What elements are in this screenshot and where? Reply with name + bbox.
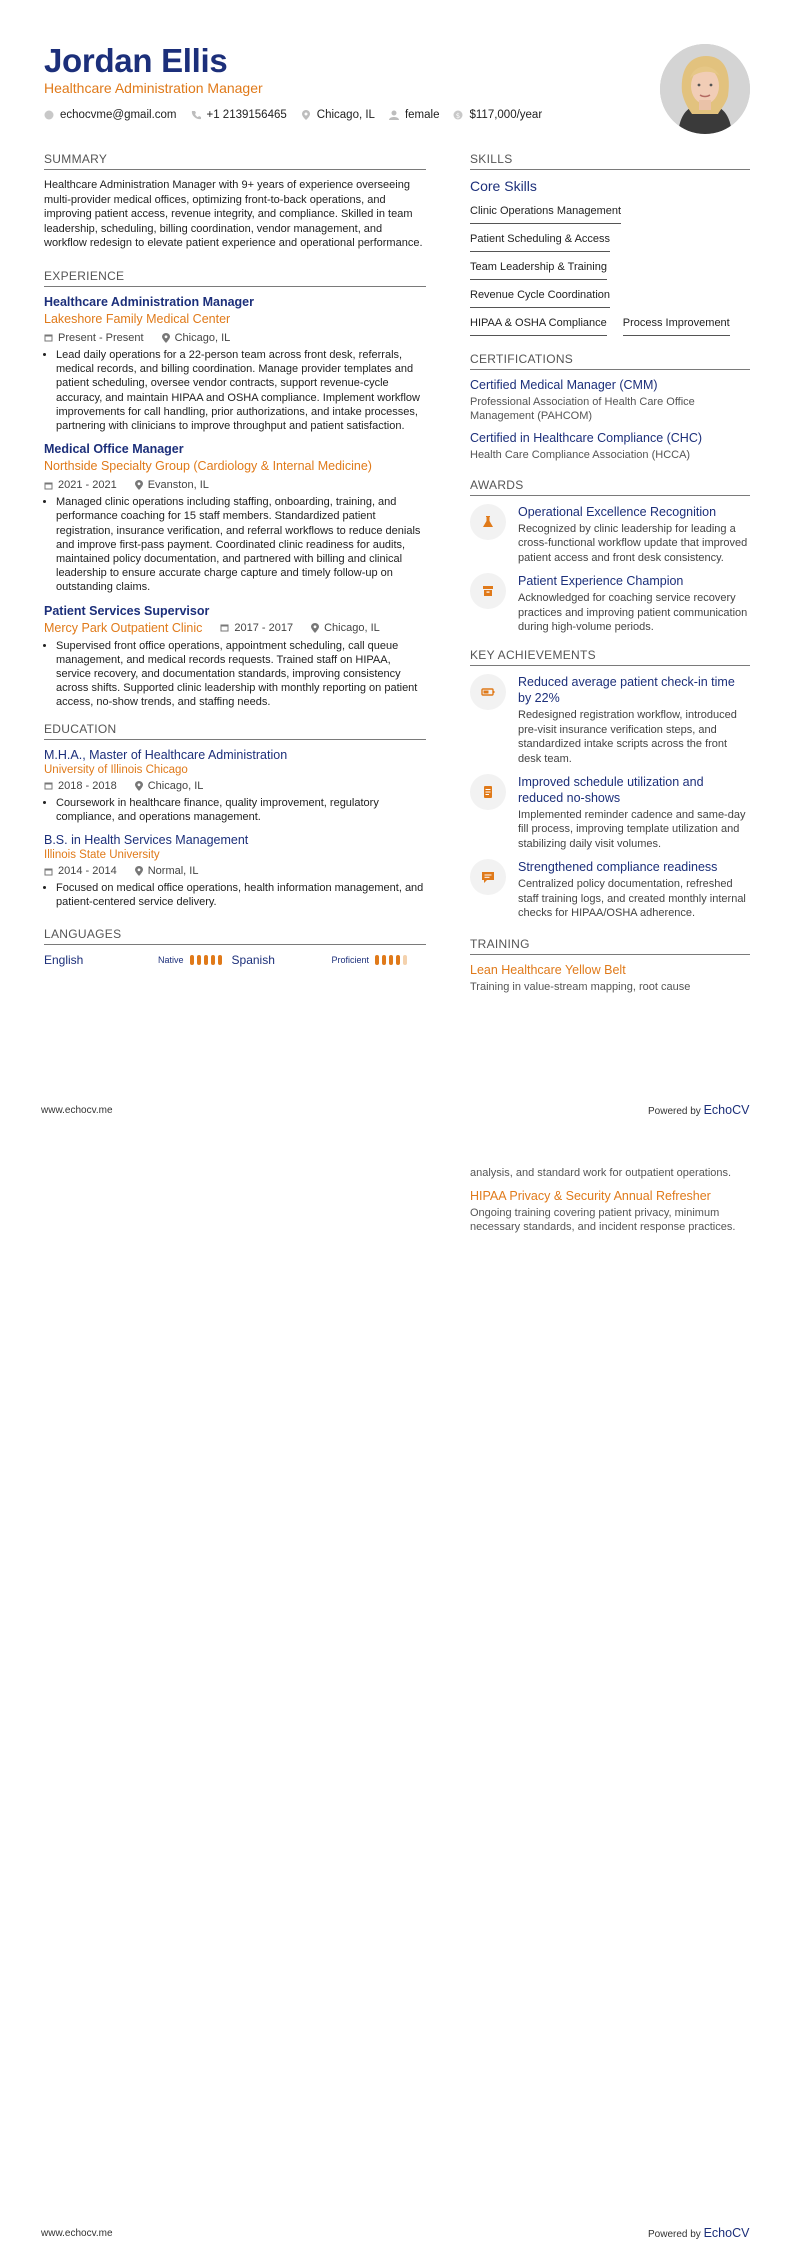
rating-dot — [211, 955, 215, 965]
location-icon — [301, 110, 311, 120]
certification-name: Certified in Healthcare Compliance (CHC) — [470, 431, 703, 445]
powered-by-text: Powered by — [648, 1106, 701, 1117]
job-description: • Supervised front office operations, appointment scheduling, call queue management, and medical records requests. Trained staff on HIPAA, service recovery, and documentation standards, improving consistency across shifts. Supported clinic leadership with monthly reporting on patient access, no-show trends, and staffing needs. — [56, 639, 426, 710]
award-entry — [470, 504, 750, 565]
achievement-description: Implemented reminder cadence and same-day fill process, improving template utilization and stabilizing daily visit volumes. — [518, 809, 746, 850]
job-meta — [44, 332, 426, 344]
job-title: Medical Office Manager — [44, 442, 184, 457]
education-meta — [44, 780, 426, 792]
money-icon — [453, 110, 463, 120]
training-heading: TRAINING — [470, 937, 750, 955]
achievement-description: Centralized policy documentation, refreshed staff training logs, and created monthly internal checks for HIPAA/OSHA adherence. — [518, 878, 746, 920]
location-pin-icon — [135, 480, 143, 490]
job-dates: 2021 - 2021 — [58, 479, 117, 492]
education-meta — [44, 865, 426, 877]
document-icon — [470, 774, 506, 810]
degree-title: B.S. in Health Services Management — [44, 833, 249, 848]
left-column — [44, 152, 426, 967]
achievement-description: Redesigned registration workflow, introduced pre-visit insurance verification steps, and standardized intake scripts across the front desk team. — [518, 709, 737, 765]
calendar-icon — [220, 623, 229, 632]
contact-gender — [389, 109, 440, 121]
rating-dot — [190, 955, 194, 965]
education-description: • Focused on medical office operations, health information management, and patient-centered service delivery. — [56, 881, 426, 909]
location-pin-icon — [311, 623, 319, 633]
job-description: • Managed clinic operations including staffing, onboarding, training, and performance coaching for 15 staff members. Standardized patient registration, insurance verification, and referral workflows to reduce denials and improve first-pass payment. Coordinated clinic readiness for audits, maintained policy documentation, and partnered with billing and clinical leadership to ensure accurate charge capture and timely follow-up on outstanding claims. — [56, 495, 426, 594]
skill-item: Process Improvement — [623, 312, 730, 336]
summary-text: Healthcare Administration Manager with 9+ years of experience overseeing multi-provider medical offices, optimizing front-to-back operations, and improving patient access, revenue integrity, and compliance. Skilled in team leadership, scheduling, billing coordination, vendor management, and workflow redesign to elevate patient experience and operational performance. — [44, 179, 423, 250]
language-name: English — [44, 953, 84, 968]
rating-dot — [204, 955, 208, 965]
candidate-title: Healthcare Administration Manager — [44, 80, 263, 96]
degree-title: M.H.A., Master of Healthcare Administration — [44, 747, 288, 762]
contact-phone[interactable] — [191, 109, 287, 121]
job-entry — [44, 442, 426, 594]
certification-name: Certified Medical Manager (CMM) — [470, 378, 658, 392]
flask-icon — [470, 504, 506, 540]
training-description: Training in value-stream mapping, root cause — [470, 980, 691, 993]
certification-entry — [470, 431, 750, 462]
achievement-title: Strengthened compliance readiness — [518, 860, 718, 875]
language-level: Proficient — [331, 955, 370, 966]
education-location: Normal, IL — [147, 865, 199, 878]
person-icon — [389, 110, 399, 120]
achievements-heading: KEY ACHIEVEMENTS — [470, 648, 750, 666]
education-location: Chicago, IL — [147, 779, 204, 792]
rating-dot — [218, 955, 222, 965]
brand-name: EchoCV — [703, 2226, 750, 2240]
job-dates: Present - Present — [58, 331, 144, 344]
rating-dot — [375, 955, 379, 965]
achievement-entry — [470, 774, 750, 851]
certifications-heading: CERTIFICATIONS — [470, 352, 750, 370]
education-heading: EDUCATION — [44, 722, 426, 740]
candidate-name: Jordan Ellis — [44, 42, 228, 79]
contact-location — [301, 109, 375, 121]
gender-text: female — [404, 109, 440, 121]
award-entry — [470, 573, 750, 634]
languages-list — [44, 953, 426, 967]
profile-photo — [660, 44, 750, 134]
language-level: Native — [158, 955, 184, 966]
school-name: Illinois State University — [44, 849, 160, 862]
rating-dot — [382, 955, 386, 965]
language-rating — [375, 955, 407, 965]
training-continuation — [470, 1166, 750, 1235]
job-description: • Lead daily operations for a 22-person team across front desk, referrals, medical records, and billing coordination. Manage provider templates and patient scheduling, oversee vendor contracts, support revenue-cycle accuracy, and maintain HIPAA and OSHA compliance. Implement workflow improvements for call handling, prior authorizations, and intake processes, partnering with clinicians to improve throughput and patient satisfaction. — [56, 348, 426, 433]
job-meta — [44, 479, 426, 491]
award-title: Patient Experience Champion — [518, 574, 684, 589]
achievement-entry — [470, 859, 750, 920]
training-entry — [470, 963, 750, 995]
footer-powered — [648, 1103, 749, 1117]
certification-org: Professional Association of Health Care Office Management (PAHCOM) — [470, 396, 695, 422]
salary-text: $117,000/year — [469, 109, 543, 121]
phone-text: +1 2139156465 — [206, 109, 287, 121]
award-description: Recognized by clinic leadership for leading a cross-functional workflow update that improved patient access and front desk consistency. — [518, 523, 748, 564]
brand-name: EchoCV — [703, 1103, 750, 1117]
contact-bar — [44, 109, 542, 121]
training-description: Ongoing training covering patient privacy, minimum necessary standards, and incident response practices. — [470, 1206, 736, 1234]
job-location: Chicago, IL — [174, 331, 231, 344]
email-text: echocvme@gmail.com — [60, 109, 177, 121]
job-title: Healthcare Administration Manager — [44, 294, 255, 309]
location-pin-icon — [162, 333, 170, 343]
archive-icon — [470, 573, 506, 609]
certification-entry — [470, 378, 750, 423]
job-title: Patient Services Supervisor — [44, 603, 210, 618]
footer-site-link[interactable]: www.echocv.me — [41, 1105, 113, 1116]
calendar-icon — [44, 867, 53, 876]
right-column — [470, 152, 750, 994]
skill-item: HIPAA & OSHA Compliance — [470, 312, 607, 336]
skill-item: Team Leadership & Training — [470, 256, 607, 280]
achievement-title: Reduced average patient check-in time by 22% — [518, 675, 735, 706]
award-title: Operational Excellence Recognition — [518, 505, 717, 519]
education-entry — [44, 748, 426, 824]
summary-heading: SUMMARY — [44, 152, 426, 170]
experience-heading: EXPERIENCE — [44, 269, 426, 287]
powered-by-text: Powered by — [648, 2229, 701, 2240]
calendar-icon — [44, 781, 53, 790]
footer-powered — [648, 2226, 749, 2240]
education-dates: 2018 - 2018 — [58, 779, 117, 792]
skills-heading: SKILLS — [470, 152, 750, 170]
phone-icon — [191, 110, 201, 120]
skill-item: Revenue Cycle Coordination — [470, 284, 610, 308]
training-name: Lean Healthcare Yellow Belt — [470, 962, 626, 977]
job-entry — [44, 295, 426, 433]
language-name: Spanish — [231, 953, 275, 968]
training-description-continued: analysis, and standard work for outpatient operations. — [470, 1167, 732, 1179]
award-description: Acknowledged for coaching service recovery practices and improving patient communication during high-volume periods. — [518, 592, 748, 634]
chat-icon — [470, 859, 506, 895]
contact-salary — [453, 109, 542, 121]
rating-dot — [396, 955, 400, 965]
skill-item: Patient Scheduling & Access — [470, 228, 610, 252]
rating-dot — [403, 955, 407, 965]
calendar-icon — [44, 481, 53, 490]
svg-text:$: $ — [456, 111, 461, 120]
job-entry — [44, 604, 426, 710]
education-dates: 2014 - 2014 — [58, 865, 117, 878]
training-name: HIPAA Privacy & Security Annual Refresher — [470, 1188, 711, 1203]
job-meta — [44, 621, 426, 635]
achievement-entry — [470, 674, 750, 766]
school-name: University of Illinois Chicago — [44, 763, 188, 776]
location-pin-icon — [135, 866, 143, 876]
email-icon — [44, 110, 54, 120]
skill-item: Clinic Operations Management — [470, 200, 621, 224]
footer-site-link[interactable]: www.echocv.me — [41, 2228, 113, 2239]
certification-org: Health Care Compliance Association (HCCA) — [470, 449, 691, 461]
job-location: Chicago, IL — [324, 621, 380, 634]
location-text: Chicago, IL — [316, 109, 375, 121]
job-location: Evanston, IL — [147, 479, 209, 492]
rating-dot — [197, 955, 201, 965]
awards-heading: AWARDS — [470, 478, 750, 496]
job-company: Northside Specialty Group (Cardiology & Internal Medicine) — [44, 459, 372, 474]
achievement-title: Improved schedule utilization and reduced no-shows — [518, 775, 704, 806]
education-description: • Coursework in healthcare finance, quality improvement, regulatory compliance, and operations management. — [56, 796, 426, 824]
battery-icon — [470, 674, 506, 710]
language-rating — [190, 955, 222, 965]
job-company: Lakeshore Family Medical Center — [44, 311, 231, 326]
job-company: Mercy Park Outpatient Clinic — [44, 620, 203, 635]
languages-heading: LANGUAGES — [44, 927, 426, 945]
calendar-icon — [44, 333, 53, 342]
location-pin-icon — [135, 781, 143, 791]
education-entry — [44, 833, 426, 909]
skills-group-title: Core Skills — [470, 178, 537, 194]
contact-email[interactable] — [44, 109, 177, 121]
job-dates: 2017 - 2017 — [234, 621, 294, 634]
rating-dot — [389, 955, 393, 965]
